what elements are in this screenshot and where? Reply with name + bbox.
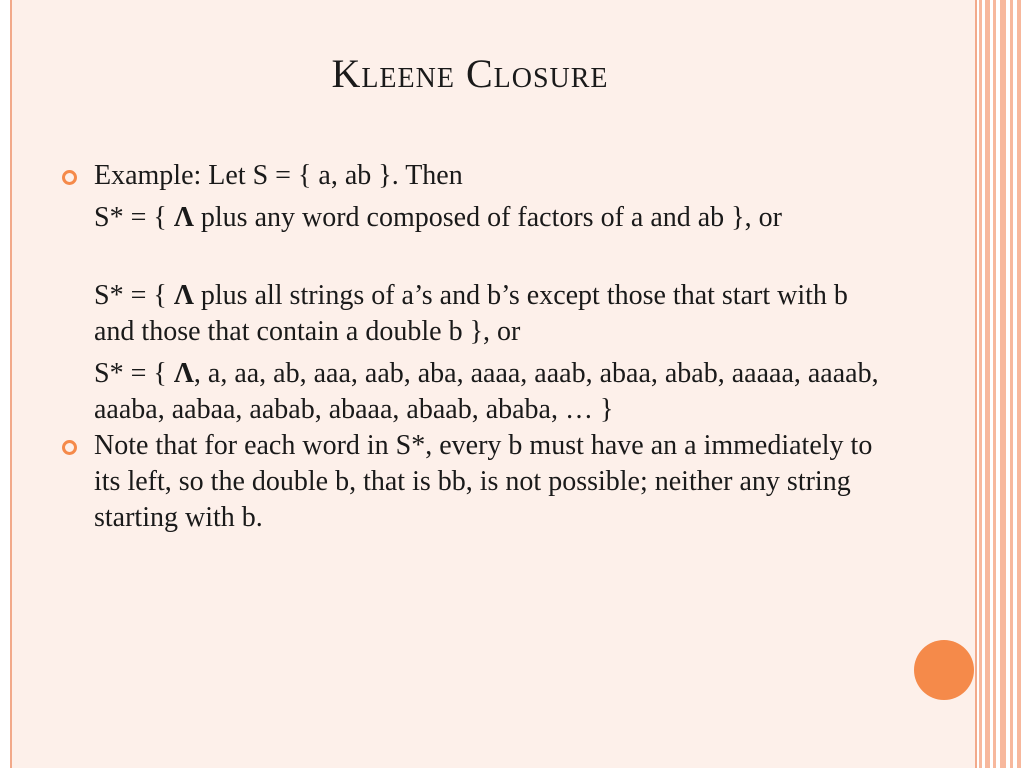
- decorative-stripe: [1010, 0, 1013, 768]
- text-fragment: S* = {: [94, 280, 174, 311]
- text-fragment: S* = {: [94, 358, 174, 389]
- lambda-symbol: Λ: [173, 202, 194, 233]
- decorative-stripe: [1017, 0, 1021, 768]
- slide-body: [62, 158, 892, 536]
- decorative-stripe: [985, 0, 990, 768]
- text-fragment: S* = {: [94, 202, 174, 233]
- bullet-text: Note that for each word in S*, every b must have an a immediately to its left, so the double b, that is bb, is not possible; neither any string starting with b.: [94, 430, 873, 533]
- circle-bullet-icon: [62, 440, 77, 455]
- bullet-item: [62, 158, 892, 194]
- decorative-stripe: [993, 0, 996, 768]
- sub-paragraph: [62, 200, 892, 236]
- sub-paragraph: [62, 356, 892, 428]
- text-fragment: plus all strings of a’s and b’s except those that start with b and those that contain a double b }, or: [94, 280, 848, 347]
- decorative-stripe: [1000, 0, 1006, 768]
- text-fragment: plus any word composed of factors of a and ab }, or: [193, 202, 782, 233]
- sub-paragraph: [62, 278, 892, 350]
- lambda-symbol: Λ: [173, 358, 194, 389]
- slide-title: Kleene Closure: [331, 51, 609, 96]
- lambda-symbol: Λ: [173, 280, 194, 311]
- circle-bullet-icon: [62, 170, 77, 185]
- decorative-stripe: [979, 0, 982, 768]
- bullet-item: [62, 428, 892, 536]
- decorative-circle: [914, 640, 974, 700]
- bullet-text: Example: Let S = { a, ab }. Then: [94, 160, 463, 191]
- text-fragment: , a, aa, ab, aaa, aab, aba, aaaa, aaab, abaa, abab, aaaaa, aaaab, aaaba, aabaa, aabab, abaaa, abaab, ababa, … }: [94, 358, 879, 425]
